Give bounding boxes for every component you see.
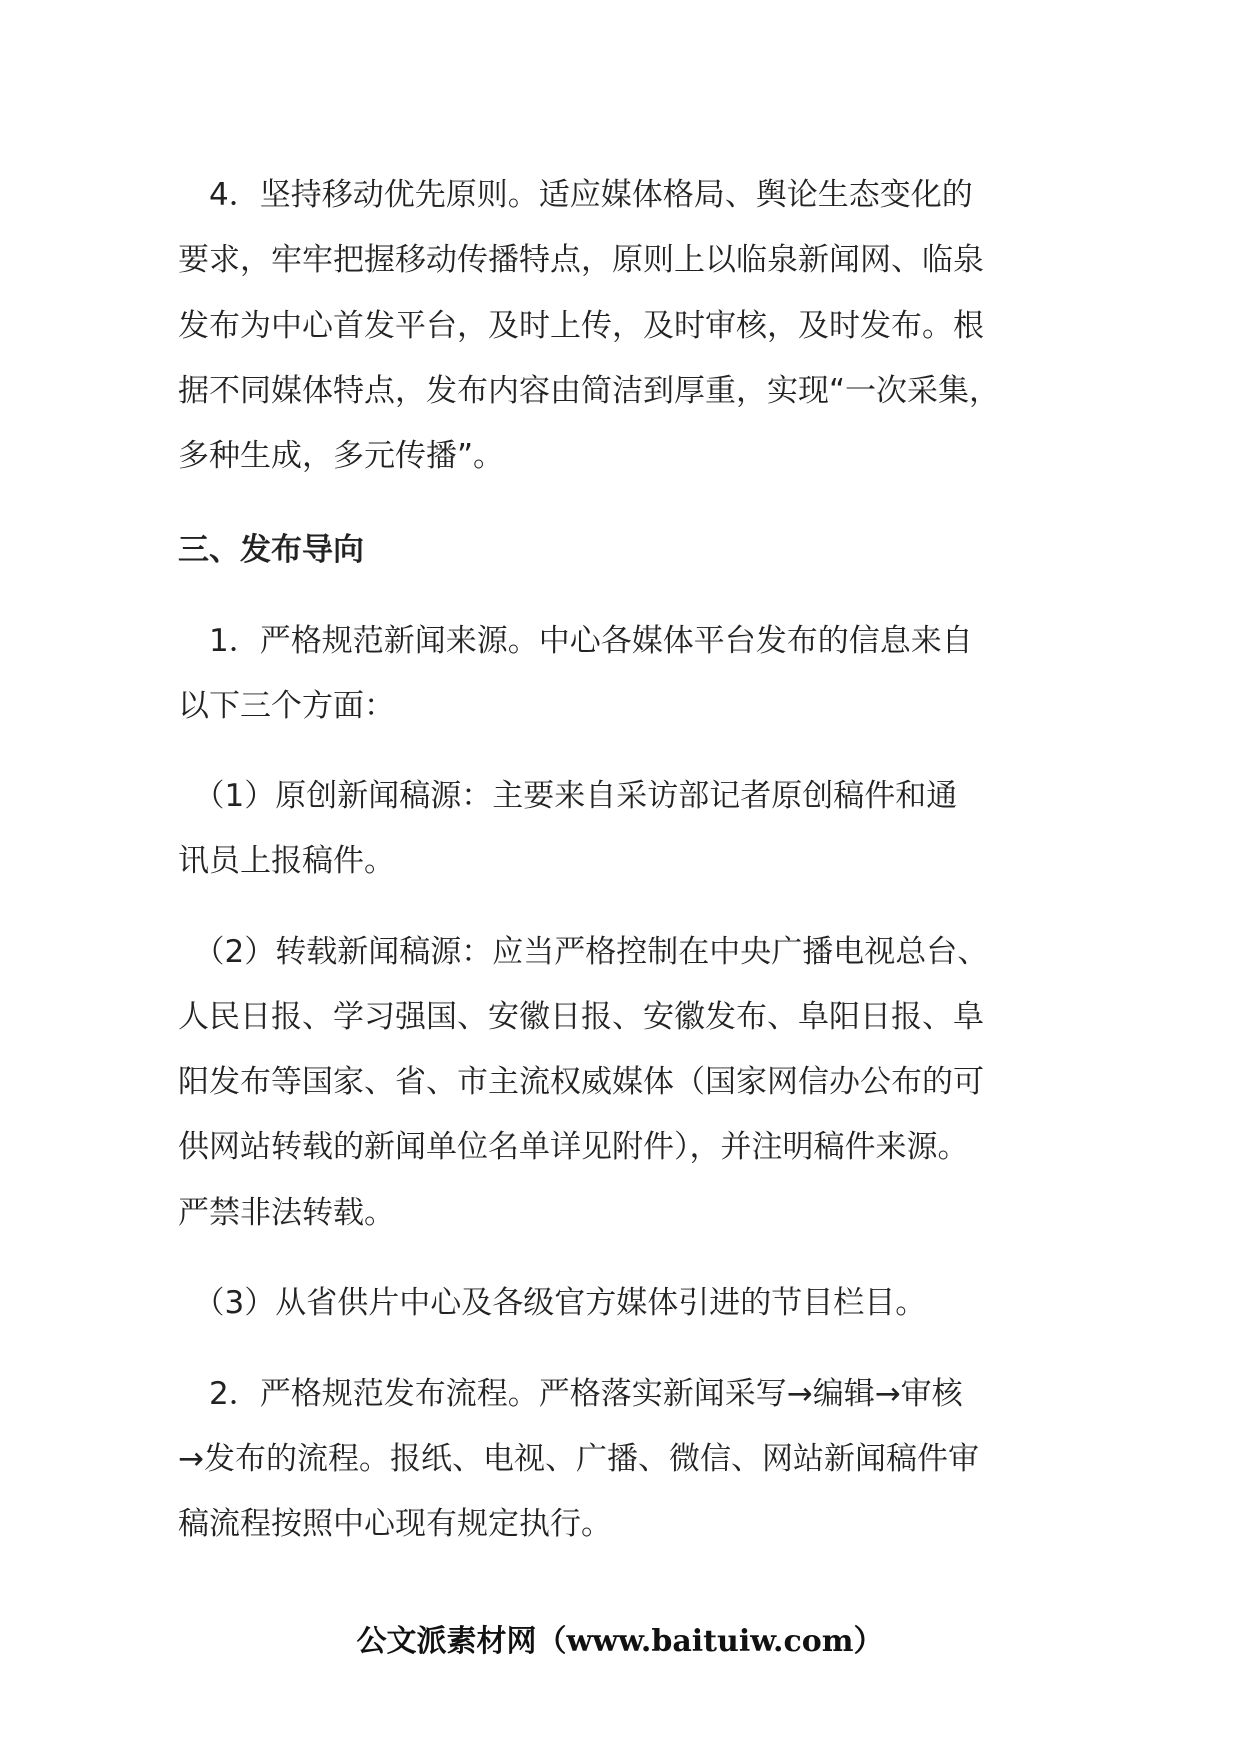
paragraph-line: （2）转载新闻稿源：应当严格控制在中央广播电视总台、: [178, 934, 989, 970]
paragraph-line: 据不同媒体特点，发布内容由简洁到厚重，实现“一次采集，: [178, 373, 1001, 409]
paragraph-line: 要求，牢牢把握移动传播特点，原则上以临泉新闻网、临泉: [178, 242, 984, 278]
paragraph-line: （1）原创新闻稿源：主要来自采访部记者原创稿件和通: [178, 778, 958, 814]
paragraph-line: 4．坚持移动优先原则。适应媒体格局、舆论生态变化的: [178, 177, 973, 213]
paragraph-line: →发布的流程。报纸、电视、广播、微信、网站新闻稿件审: [178, 1441, 979, 1477]
paragraph-line: （3）从省供片中心及各级官方媒体引进的节目栏目。: [178, 1285, 927, 1321]
section-heading: 三、发布导向: [178, 532, 364, 568]
paragraph-line: 2．严格规范发布流程。严格落实新闻采写→编辑→审核: [178, 1376, 963, 1412]
paragraph-line: 以下三个方面：: [178, 688, 395, 724]
footer-source: 公文派素材网（www.baituiw.com）: [356, 1624, 884, 1659]
paragraph-line: 稿流程按照中心现有规定执行。: [178, 1506, 612, 1542]
paragraph-line: 供网站转载的新闻单位名单详见附件），并注明稿件来源。: [178, 1129, 969, 1165]
paragraph-line: 讯员上报稿件。: [178, 843, 395, 879]
paragraph-line: 人民日报、学习强国、安徽日报、安徽发布、阜阳日报、阜: [178, 999, 984, 1035]
paragraph-line: 阳发布等国家、省、市主流权威媒体（国家网信办公布的可: [178, 1064, 984, 1100]
paragraph-line: 发布为中心首发平台，及时上传，及时审核，及时发布。根: [178, 308, 984, 344]
paragraph-line: 1．严格规范新闻来源。中心各媒体平台发布的信息来自: [178, 623, 973, 659]
paragraph-line: 多种生成，多元传播”。: [178, 438, 505, 474]
paragraph-line: 严禁非法转载。: [178, 1195, 395, 1231]
